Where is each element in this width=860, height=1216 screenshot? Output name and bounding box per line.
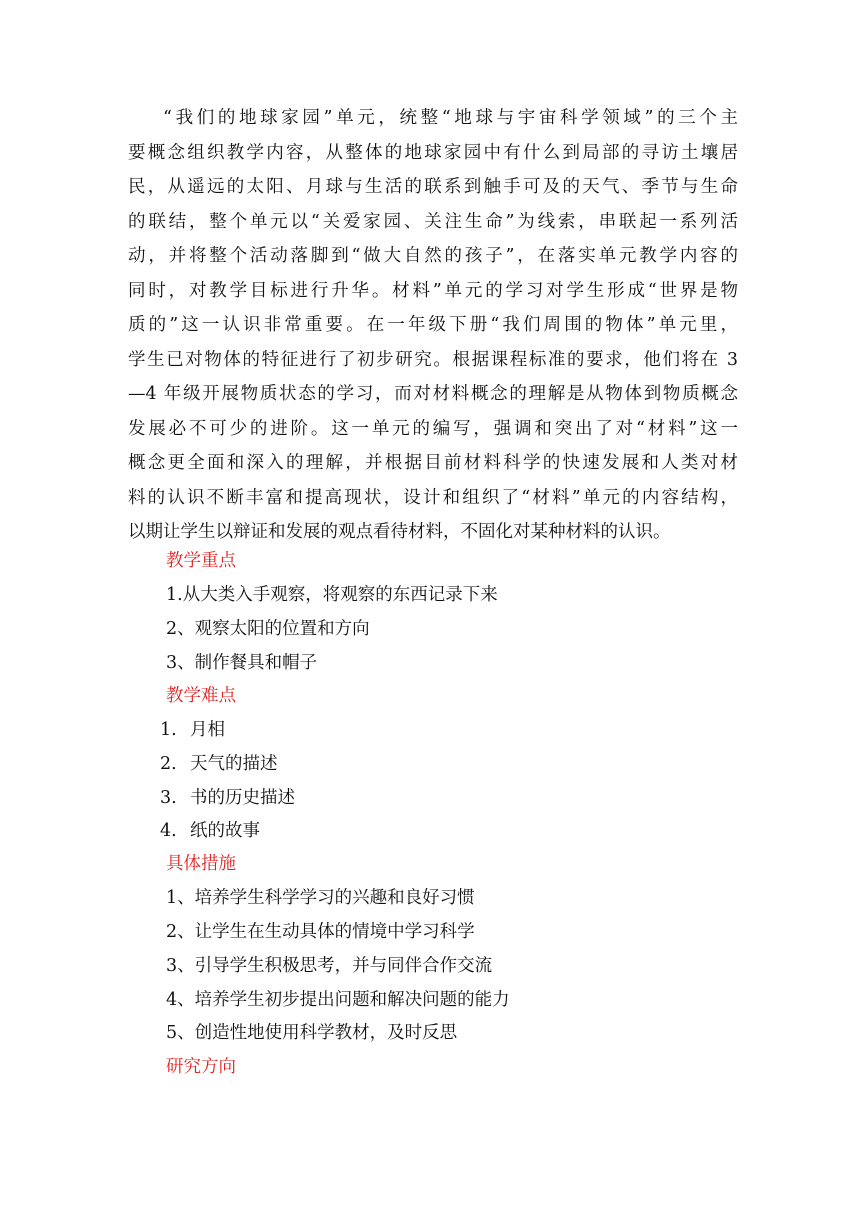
difficulty-number: 1. [160,720,177,740]
intro-line: 同时，对教学目标进行升华。材料”单元的学习对学生形成“世界是物 [128,280,738,301]
heading-measures: 具体措施 [166,854,236,874]
difficulty-number: 4. [160,821,177,841]
difficulty-text: 书的历史描述 [190,788,295,808]
intro-line: 料的认识不断丰富和提高现状，设计和组织了“材料”单元的内容结构， [128,487,738,508]
key-point-item: 3、制作餐具和帽子 [166,653,318,673]
intro-line: 动，并将整个活动落脚到“做大自然的孩子”，在落实单元教学内容的 [128,246,738,266]
difficulty-text: 纸的故事 [190,821,260,841]
intro-line: 质的”这一认识非常重要。在一年级下册“我们周围的物体”单元里， [128,315,738,335]
intro-line: “我们的地球家园”单元，统整“地球与宇宙科学领域”的三个主 [163,108,738,128]
heading-research: 研究方向 [166,1057,236,1077]
difficulty-item [160,819,260,843]
measure-item: 3、引导学生积极思考，并与同伴合作交流 [166,956,493,976]
difficulty-text: 月相 [190,720,225,740]
intro-line: 发展必不可少的进阶。这一单元的编写，强调和突出了对“材料”这一 [128,418,738,439]
key-point-item: 1.从大类入手观察，将观察的东西记录下来 [166,585,498,605]
intro-line: 要概念组织教学内容，从整体的地球家园中有什么到局部的寻访土壤居 [128,142,738,163]
intro-line: 以期让学生以辩证和发展的观点看待材料，不固化对某种材料的认识。 [128,522,671,542]
difficulty-item [160,752,278,776]
intro-paragraph [128,101,738,550]
intro-line: 的联结，整个单元以“关爱家园、关注生命”为线索，串联起一系列活 [128,211,738,232]
measure-item: 1、培养学生科学学习的兴趣和良好习惯 [166,888,475,908]
intro-line: 民，从遥远的太阳、月球与生活的联系到触手可及的天气、季节与生命 [128,177,738,197]
difficulty-number: 2. [160,754,177,774]
difficulty-text: 天气的描述 [190,754,278,774]
difficulty-item [160,786,295,810]
intro-line: 概念更全面和深入的理解，并根据目前材料科学的快速发展和人类对材 [128,453,738,473]
heading-key-points: 教学重点 [166,551,236,571]
difficulty-item [160,718,225,742]
intro-line: —4 年级开展物质状态的学习，而对材料概念的理解是从物体到物质概念 [128,384,738,404]
measure-item: 5、创造性地使用科学教材，及时反思 [166,1023,458,1043]
difficulty-number: 3. [160,788,177,808]
measure-item: 2、让学生在生动具体的情境中学习科学 [166,922,475,942]
key-point-item: 2、观察太阳的位置和方向 [166,619,370,639]
intro-line: 学生已对物体的特征进行了初步研究。根据课程标准的要求，他们将在 3 [128,349,738,370]
heading-difficulties: 教学难点 [166,686,236,706]
measure-item: 4、培养学生初步提出问题和解决问题的能力 [166,990,510,1010]
